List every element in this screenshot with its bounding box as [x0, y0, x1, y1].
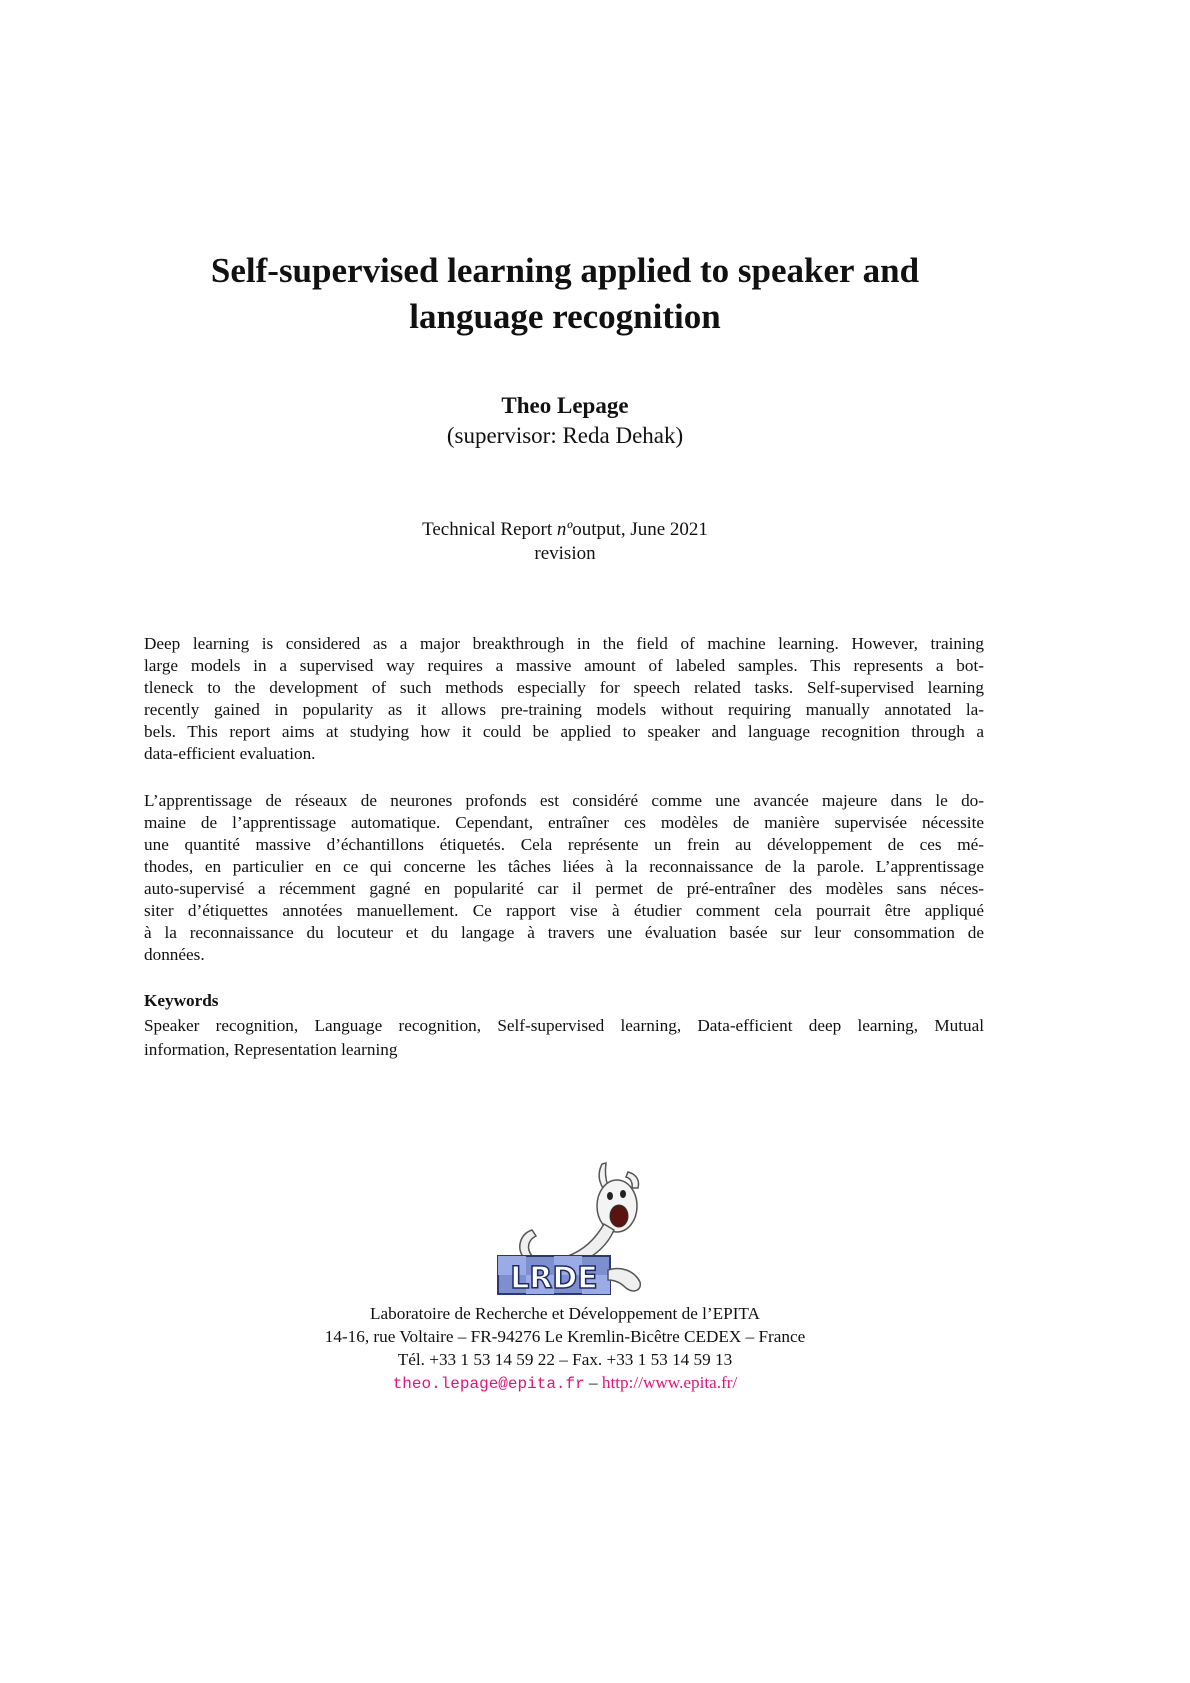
abstract-fr-line: maine de l’apprentissage automatique. Cependant, entraîner ces modèles de manière supervisée nécessite: [144, 813, 984, 832]
abstract-fr-line: à la reconnaissance du locuteur et du langage à travers une évaluation basée sur leur consommation de: [144, 923, 984, 942]
report-suffix: output, June 2021: [572, 519, 708, 540]
abstract-fr-line: siter d’étiquettes annotées manuellement. Ce rapport vise à étudier comment cela pourrait être appliqué: [144, 901, 984, 920]
email-link[interactable]: theo.lepage@epita.fr: [392, 1375, 585, 1393]
abstract-french: [144, 790, 984, 966]
contact-line: [0, 1371, 1130, 1396]
report-number-line: [0, 518, 1130, 541]
lab-address: [0, 1302, 1130, 1396]
keywords-list: [144, 1014, 984, 1062]
logo-text: LRDE: [510, 1261, 598, 1296]
report-prefix: Technical Report: [422, 519, 557, 540]
address-line-1: Laboratoire de Recherche et Développement de l’EPITA: [370, 1304, 760, 1323]
abstract-en-line: tleneck to the development of such methods especially for speech related tasks. Self-supervised learning: [144, 678, 984, 697]
abstract-en-line: bels. This report aims at studying how it could be applied to speaker and language recognition through a: [144, 722, 984, 741]
abstract-fr-line: une quantité massive d’échantillons étiquetés. Cela représente un frein au développement de ces mé-: [144, 835, 984, 854]
abstract-english: [144, 633, 984, 765]
keywords-heading: Keywords: [144, 991, 219, 1010]
abstract-en-line: large models in a supervised way requires a massive amount of labeled samples. This represents a bot-: [144, 656, 984, 675]
report-number-symbol: nº: [556, 519, 573, 540]
abstract-fr-line: thodes, en particulier en ce qui concerne les tâches liées à la reconnaissance de la parole. L’apprentissage: [144, 857, 984, 876]
supervisor-line: (supervisor: Reda Dehak): [446, 423, 684, 448]
author-name: Theo Lepage: [501, 393, 629, 418]
keywords-line: information, Representation learning: [144, 1040, 398, 1059]
report-title: [150, 248, 980, 340]
keywords-line: Speaker recognition, Language recognition, Self-supervised learning, Data-efficient deep learning, Mutual: [144, 1016, 984, 1035]
website-link[interactable]: http://www.epita.fr/: [601, 1373, 738, 1392]
abstract-fr-line: L’apprentissage de réseaux de neurones profonds est considéré comme une avancée majeure dans le do-: [144, 791, 984, 810]
abstract-fr-line: données.: [144, 945, 205, 964]
address-line-3: Tél. +33 1 53 14 59 22 – Fax. +33 1 53 14 59 13: [397, 1350, 733, 1369]
abstract-en-line: Deep learning is considered as a major breakthrough in the field of machine learning. However, training: [144, 634, 984, 653]
abstract-en-line: data-efficient evaluation.: [144, 744, 316, 763]
lrde-dog-logo: [480, 1158, 650, 1298]
abstract-en-line: recently gained in popularity as it allows pre-training models without requiring manually annotated la-: [144, 700, 984, 719]
title-line-2: language recognition: [409, 297, 721, 336]
report-revision: revision: [534, 543, 596, 564]
title-line-1: Self-supervised learning applied to speaker and: [210, 251, 920, 290]
address-line-2: 14-16, rue Voltaire – FR-94276 Le Kremlin-Bicêtre CEDEX – France: [324, 1327, 806, 1346]
abstract-fr-line: auto-supervisé a récemment gagné en popularité car il permet de pré-entraîner des modèles sans néces-: [144, 879, 984, 898]
contact-separator: –: [584, 1373, 602, 1392]
